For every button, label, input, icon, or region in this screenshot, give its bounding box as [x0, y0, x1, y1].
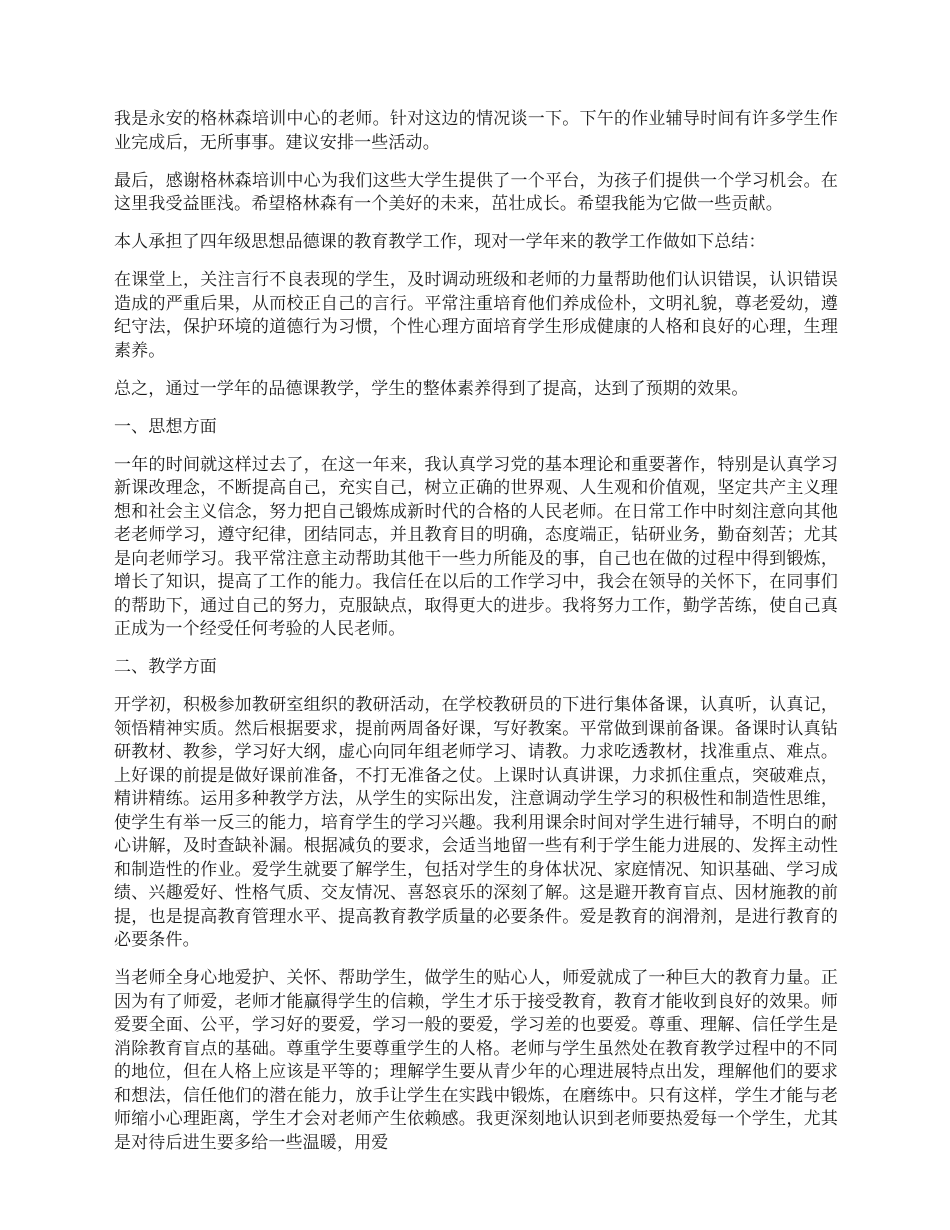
paragraph-classroom: 在课堂上，关注言行不良表现的学生，及时调动班级和老师的力量帮助他们认识错误，认识错误造成的严重后果，从而校正自己的言行。平常注重培育他们养成俭朴，文明礼貌，尊老爱幼，遵纪守法，保护环境的道德行为习惯，个性心理方面培育学生形成健康的人格和良好的心理，生理素养。: [114, 270, 838, 361]
paragraph-thought: 一年的时间就这样过去了，在这一年来，我认真学习党的基本理论和重要著作，特别是认真学习新课改理念，不断提高自己，充实自己，树立正确的世界观、人生观和价值观，坚定共产主义理想和社会主义信念，努力把自己锻炼成新时代的合格的人民老师。在日常工作中时刻注意向其他老老师学习，遵守纪律，团结同志，并且教育目的明确，态度端正，钻研业务，勤奋刻苦；尤其是向老师学习。我平常注意主动帮助其他干一些力所能及的事，自己也在做的过程中得到锻炼，增长了知识，提高了工作的能力。我信任在以后的工作学习中，我会在领导的关怀下，在同事们的帮助下，通过自己的努力，克服缺点，取得更大的进步。我将努力工作，勤学苦练，使自己真正成为一个经受任何考验的人民老师。: [114, 454, 838, 639]
paragraph-teacher-love: 当老师全身心地爱护、关怀、帮助学生，做学生的贴心人，师爱就成了一种巨大的教育力量。正因为有了师爱，老师才能赢得学生的信赖，学生才乐于接受教育，教育才能收到良好的效果。师爱要全面、公平，学习好的要爱，学习一般的要爱，学习差的也要爱。尊重、理解、信任学生是消除教育盲点的基础。尊重学生要尊重学生的人格。老师与学生虽然处在教育教学过程中的不同的地位，但在人格上应该是平等的；理解学生要从青少年的心理进展特点出发，理解他们的要求和想法，信任他们的潜在能力，放手让学生在实践中锻炼，在磨练中。只有这样，学生才能与老师缩小心理距离，学生才会对老师产生依赖感。我更深刻地认识到老师要热爱每一个学生，尤其是对待后进生要多给一些温暖，用爱: [114, 968, 838, 1153]
section-heading-teaching: 二、教学方面: [114, 657, 217, 677]
paragraph-teaching: 开学初，积极参加教研室组织的教研活动，在学校教研员的下进行集体备课，认真听，认真记，领悟精神实质。然后根据要求，提前两周备好课，写好教案。平常做到课前备课。备课时认真钻研教材、教参，学习好大纲，虚心向同年组老师学习、请教。力求吃透教材，找准重点、难点。上好课的前提是做好课前准备，不打无准备之仗。上课时认真讲课，力求抓住重点，突破难点，精讲精练。运用多种教学方法，从学生的实际出发，注意调动学生学习的积极性和制造性思维，使学生有举一反三的能力，培育学生的学习兴趣。我利用课余时间对学生进行辅导，不明白的耐心讲解，及时查缺补漏。根据减负的要求，会适当地留一些有利于学生能力进展的、发挥主动性和制造性的作业。爱学生就要了解学生，包括对学生的身体状况、家庭情况、知识基础、学习成绩、兴趣爱好、性格气质、交友情况、喜怒哀乐的深刻了解。这是避开教育盲点、因材施教的前提，也是提高教育管理水平、提高教育教学质量的必要条件。爱是教育的润滑剂，是进行教育的必要条件。: [114, 695, 838, 950]
paragraph-conclusion: 总之，通过一学年的品德课教学，学生的整体素养得到了提高，达到了预期的效果。: [114, 378, 749, 399]
paragraph-summary-intro: 本人承担了四年级思想品德课的教育教学工作，现对一学年来的教学工作做如下总结：: [114, 232, 766, 252]
paragraph-intro-feedback: 我是永安的格林森培训中心的老师。针对这边的情况谈一下。下午的作业辅导时间有许多学生作业完成后，无所事事。建议安排一些活动。: [114, 109, 838, 153]
document-body: [114, 108, 838, 1170]
paragraph-thanks: 最后，感谢格林森培训中心为我们这些大学生提供了一个平台，为孩子们提供一个学习机会。在这里我受益匪浅。希望格林森有一个美好的未来，茁壮成长。希望我能为它做一些贡献。: [114, 170, 838, 214]
section-heading-thought: 一、思想方面: [114, 416, 217, 437]
